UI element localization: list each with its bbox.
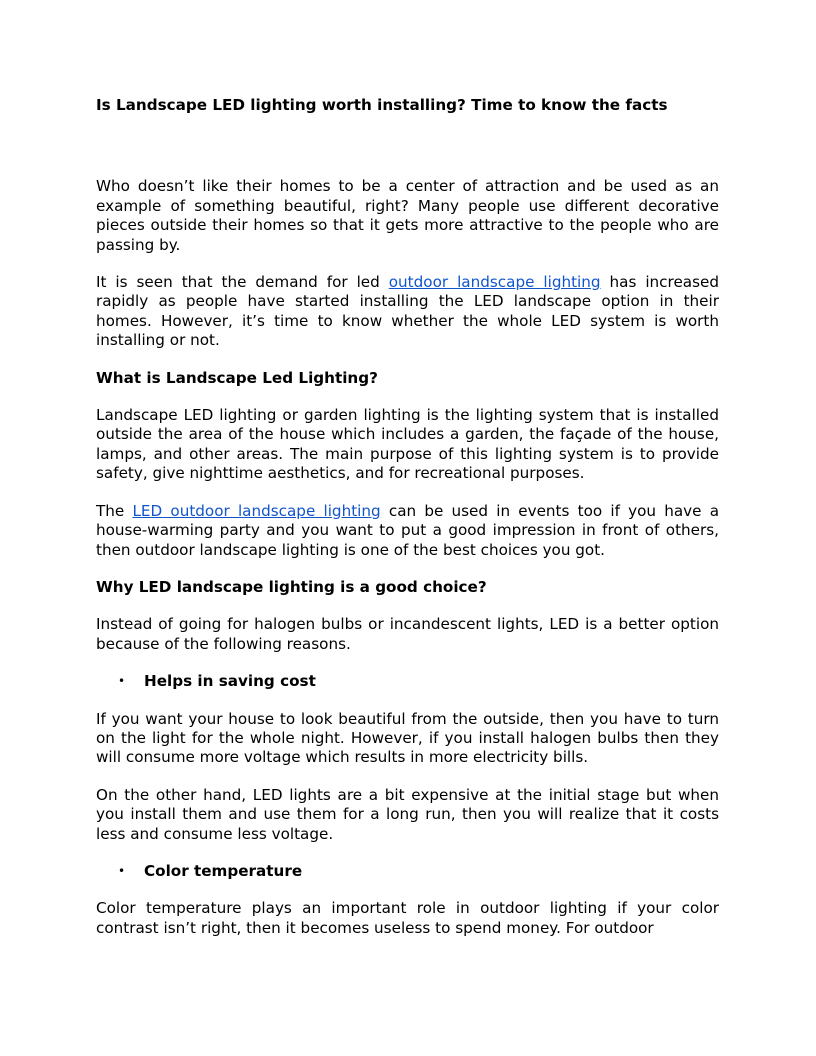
paragraph-demand-text-start: It is seen that the demand for led — [96, 273, 389, 292]
bullet-item-color-temperature — [96, 862, 719, 881]
outdoor-landscape-lighting-link[interactable]: outdoor landscape lighting — [388, 273, 601, 292]
paragraph-events-text-start: The — [96, 501, 133, 520]
paragraph-saving-2: On the other hand, LED lights are a bit expensive at the initial stage but when you install them and use them for a long run, then you will realize that it costs less and consume less voltage. — [96, 785, 719, 843]
paragraph-demand-text-end: has increased rapidly as people have started installing the LED landscape option in their homes. However, it’s time to know whether the whole LED system is worth installing or not. — [96, 273, 719, 350]
paragraph-reasons-intro: Instead of going for halogen bulbs or incandescent lights, LED is a better option because of the following reasons. — [96, 615, 719, 653]
paragraph-saving-1: If you want your house to look beautiful from the outside, then you have to turn on the light for the whole night. However, if you install halogen bulbs then they will consume more voltage which results in more electricity bills. — [96, 709, 719, 767]
bullet-label: Helps in saving cost — [144, 672, 316, 691]
bullet-list-color — [96, 862, 719, 881]
bullet-label: Color temperature — [144, 861, 303, 880]
document-page — [96, 96, 719, 956]
paragraph-events-text-end: can be used in events too if you have a house-warming party and you want to put a good impression in front of others, then outdoor landscape lighting is one of the best choices you got. — [96, 501, 719, 559]
heading-why-led: Why LED landscape lighting is a good choice? — [96, 577, 487, 596]
bullet-item-saving-cost — [96, 672, 719, 691]
paragraph-color-temperature: Color temperature plays an important role in outdoor lighting if your color contrast isn’t right, then it becomes useless to spend money. For outdoor — [96, 899, 719, 937]
heading-what-is: What is Landscape Led Lighting? — [96, 368, 378, 387]
document-title: Is Landscape LED lighting worth installing? Time to know the facts — [96, 96, 668, 114]
bullet-marker: • — [118, 674, 126, 689]
paragraph-intro: Who doesn’t like their homes to be a center of attraction and be used as an example of something beautiful, right? Many people use different decorative pieces outside their homes so that it gets more attractive to the people who are passing by. — [96, 177, 719, 254]
paragraph-demand — [96, 273, 719, 351]
bullet-marker: • — [118, 863, 126, 878]
paragraph-events — [96, 502, 719, 560]
led-outdoor-landscape-lighting-link[interactable]: LED outdoor landscape lighting — [132, 501, 381, 520]
bullet-list-saving — [96, 672, 719, 691]
paragraph-definition: Landscape LED lighting or garden lighting is the lighting system that is installed outside the area of the house which includes a garden, the façade of the house, lamps, and other areas. The main purpose of this lighting system is to provide safety, give nighttime aesthetics, and for recreational purposes. — [96, 406, 719, 483]
